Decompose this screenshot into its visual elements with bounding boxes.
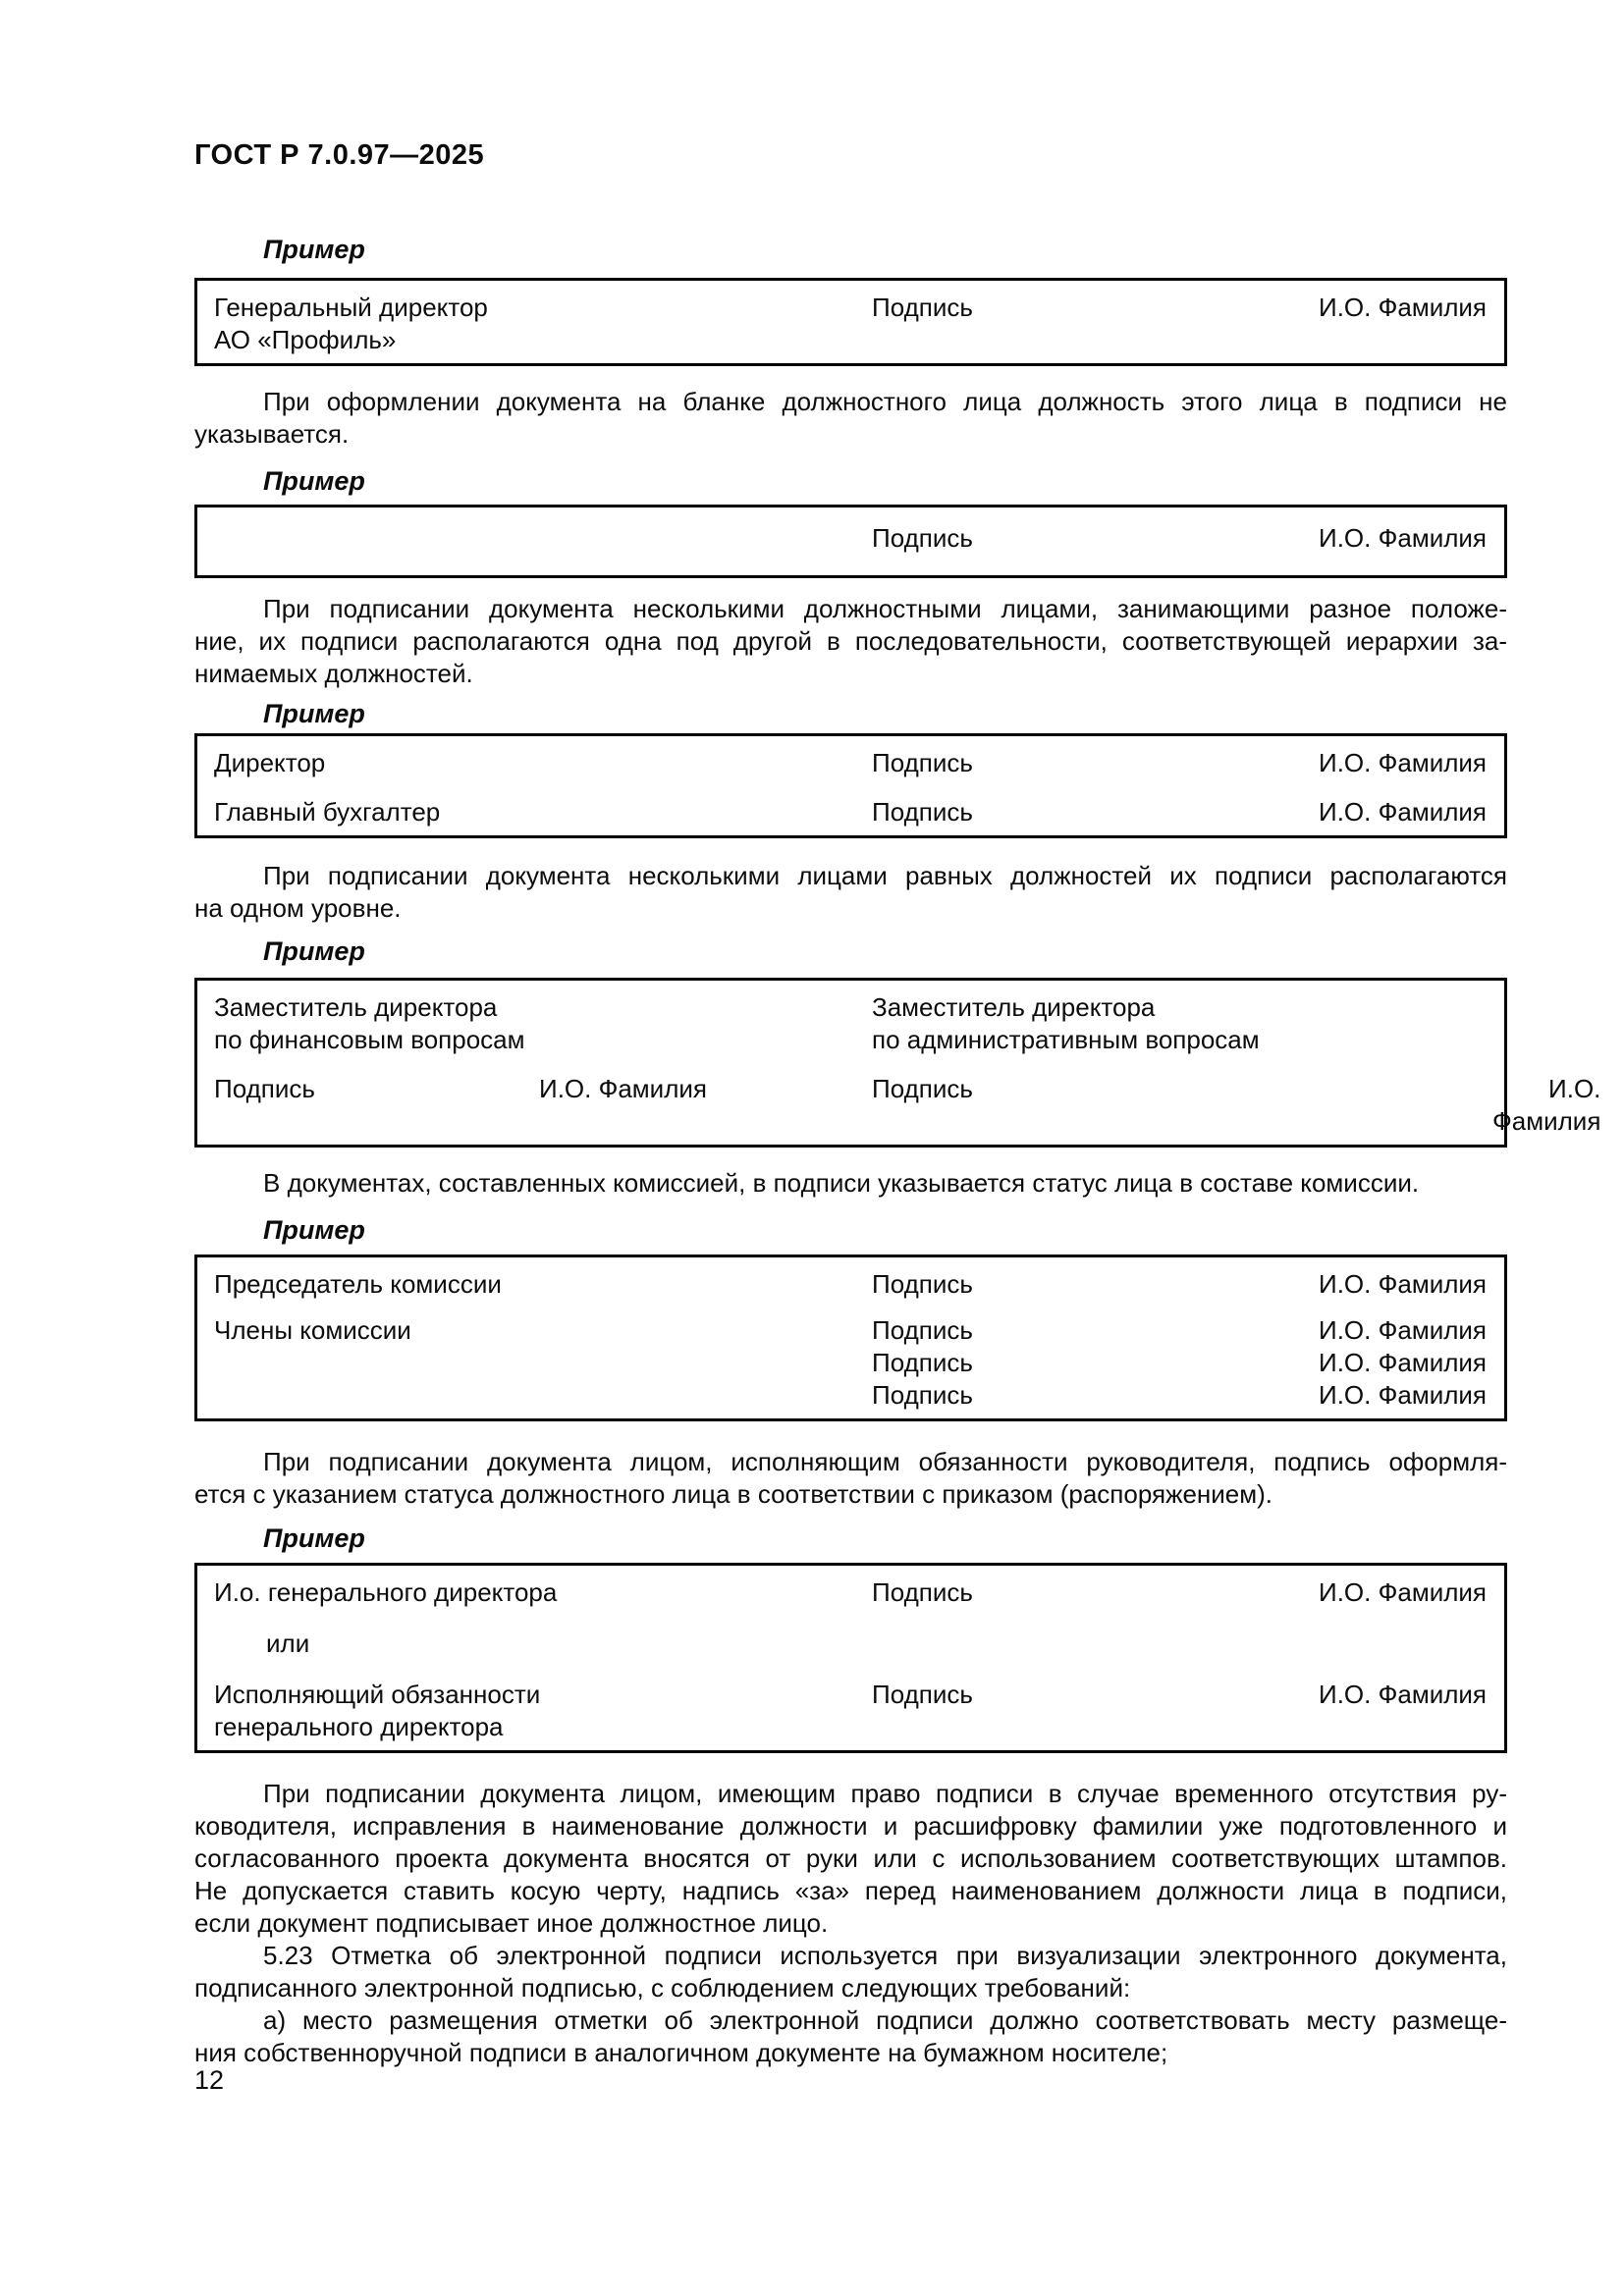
paragraph-line: нимаемых должностей. <box>194 659 473 688</box>
signature-placeholder: Подпись <box>872 1680 973 1709</box>
name-placeholder: И.О. Фамилия <box>1492 1074 1601 1136</box>
body-paragraph <box>194 1778 1507 1940</box>
paragraph-line: ния собственноручной подписи в аналогичном документе на бумажном носителе; <box>194 2038 1168 2067</box>
paragraph-line: При подписании документа лицом, исполняющим обязанности руководителя, подпись оформля- <box>263 1447 1507 1476</box>
example-label: Пример <box>263 699 365 728</box>
standard-code-header: ГОСТ Р 7.0.97—2025 <box>194 139 485 171</box>
signature-row <box>214 1347 1487 1379</box>
paragraph-line: на одном уровне. <box>194 893 402 923</box>
paragraph-line: В документах, составленных комиссией, в подписи указывается статус лица в составе комиссии. <box>263 1168 1420 1198</box>
signature-placeholder: Подпись <box>214 1074 315 1103</box>
signature-placeholder: Подпись <box>872 293 973 322</box>
paragraph-line: если документ подписывает иное должностное лицо. <box>194 1908 829 1938</box>
paragraph-line: 5.23 Отметка об электронной подписи используется при визуализации электронного документа, <box>263 1941 1507 1970</box>
name-placeholder: И.О. Фамилия <box>1319 293 1487 322</box>
paragraph-line: Не допускается ставить косую черту, надпись «за» перед наименованием должности лица в подписи, <box>194 1876 1507 1905</box>
position-title-line: Генеральный директор <box>214 293 488 322</box>
signature-placeholder: Подпись <box>872 1380 973 1410</box>
or-connector: или <box>266 1629 310 1658</box>
body-paragraph <box>194 386 1507 451</box>
signature-row <box>214 1268 1487 1301</box>
page-number: 12 <box>194 2065 225 2095</box>
signature-row <box>214 1379 1487 1412</box>
signature-row <box>214 747 1487 779</box>
name-placeholder: И.О. Фамилия <box>1319 1380 1487 1410</box>
body-paragraph <box>194 860 1507 925</box>
name-placeholder: И.О. Фамилия <box>1319 1315 1487 1345</box>
name-placeholder: И.О. Фамилия <box>1319 748 1487 777</box>
signature-placeholder: Подпись <box>872 523 973 553</box>
signature-example-box-6 <box>194 1563 1507 1753</box>
body-paragraph-clause-5-23 <box>194 1940 1507 2004</box>
position-title-line: Заместитель директора <box>872 992 1156 1022</box>
paragraph-line: При подписании документа лицом, имеющим право подписи в случае временного отсутствия ру- <box>263 1779 1507 1808</box>
body-paragraph <box>194 593 1507 690</box>
position-title-line: Исполняющий обязанности <box>214 1680 541 1709</box>
position-title-line: по административным вопросам <box>872 1025 1260 1054</box>
example-label: Пример <box>263 1215 365 1245</box>
body-paragraph-item-a <box>194 2004 1507 2069</box>
name-placeholder: И.О. Фамилия <box>1319 1269 1487 1299</box>
signature-example-box-2 <box>194 505 1507 578</box>
signature-placeholder: Подпись <box>872 1577 973 1607</box>
position-title <box>214 292 872 356</box>
paragraph-line: указывается. <box>194 419 350 449</box>
example-label: Пример <box>263 1523 365 1553</box>
paragraph-line: ние, их подписи располагаются одна под другой в последовательности, соответствующей иерархии за- <box>194 626 1507 656</box>
position-title-line: по финансовым вопросам <box>214 1025 525 1054</box>
page-content <box>194 0 1601 2069</box>
body-paragraph <box>194 1167 1507 1200</box>
signature-placeholder: Подпись <box>872 1348 973 1377</box>
body-paragraph <box>194 1446 1507 1511</box>
name-placeholder: И.О. Фамилия <box>1319 1577 1487 1607</box>
position-title-line: Заместитель директора <box>214 992 498 1022</box>
position-title-line: АО «Профиль» <box>214 325 397 354</box>
position-title: Члены комиссии <box>214 1315 411 1345</box>
name-placeholder: И.О. Фамилия <box>1319 1348 1487 1377</box>
position-title <box>214 991 872 1056</box>
signature-row <box>214 522 1487 555</box>
paragraph-line: ется с указанием статуса должностного лица в соответствии с приказом (распоряжением). <box>194 1479 1273 1509</box>
signature-example-box-1 <box>194 278 1507 366</box>
position-title: Председатель комиссии <box>214 1269 502 1299</box>
position-title <box>214 1679 872 1743</box>
paragraph-line: а) место размещения отметки об электронной подписи должно соответствовать месту размеще- <box>263 2005 1507 2035</box>
paragraph-line: При подписании документа несколькими должностными лицами, занимающими разное положе- <box>263 594 1507 623</box>
signature-placeholder: Подпись <box>872 748 973 777</box>
signature-row <box>214 796 1487 828</box>
position-title: Главный бухгалтер <box>214 797 441 827</box>
name-placeholder: И.О. Фамилия <box>1319 1680 1487 1709</box>
paragraph-line: ководителя, исправления в наименование должности и расшифровку фамилии уже подготовленного и <box>194 1811 1507 1841</box>
signature-row <box>214 1576 1487 1609</box>
signature-placeholder: Подпись <box>872 1315 973 1345</box>
signature-placeholder: Подпись <box>872 797 973 827</box>
signature-placeholder: Подпись <box>872 1074 973 1103</box>
signature-row <box>214 1073 1601 1138</box>
position-title <box>872 991 1487 1056</box>
position-title: Директор <box>214 748 326 777</box>
position-title: И.о. генерального директора <box>214 1577 558 1607</box>
signature-example-box-4 <box>194 978 1601 1148</box>
titles-row <box>214 991 1487 1056</box>
position-title-line: генерального директора <box>214 1712 504 1741</box>
signature-example-box-5 <box>194 1255 1507 1421</box>
signature-placeholder: Подпись <box>872 1269 973 1299</box>
paragraph-line: При оформлении документа на бланке должностного лица должность этого лица в подписи не <box>263 387 1507 416</box>
name-placeholder: И.О. Фамилия <box>1319 797 1487 827</box>
paragraph-line: подписанного электронной подписью, с соблюдением следующих требований: <box>194 1973 1131 2002</box>
signature-row <box>214 1679 1487 1743</box>
paragraph-line: При подписании документа несколькими лицами равных должностей их подписи располагаются <box>263 861 1507 890</box>
example-label: Пример <box>263 466 365 496</box>
name-placeholder: И.О. Фамилия <box>1319 523 1487 553</box>
signature-row <box>214 1314 1487 1347</box>
signature-row <box>214 292 1487 356</box>
example-label: Пример <box>263 235 365 264</box>
signature-example-box-3 <box>194 733 1507 838</box>
example-label: Пример <box>263 936 365 966</box>
paragraph-line: согласованного проекта документа вносятся от руки или с использованием соответствующих штампов. <box>194 1843 1507 1873</box>
name-placeholder: И.О. Фамилия <box>539 1074 707 1103</box>
